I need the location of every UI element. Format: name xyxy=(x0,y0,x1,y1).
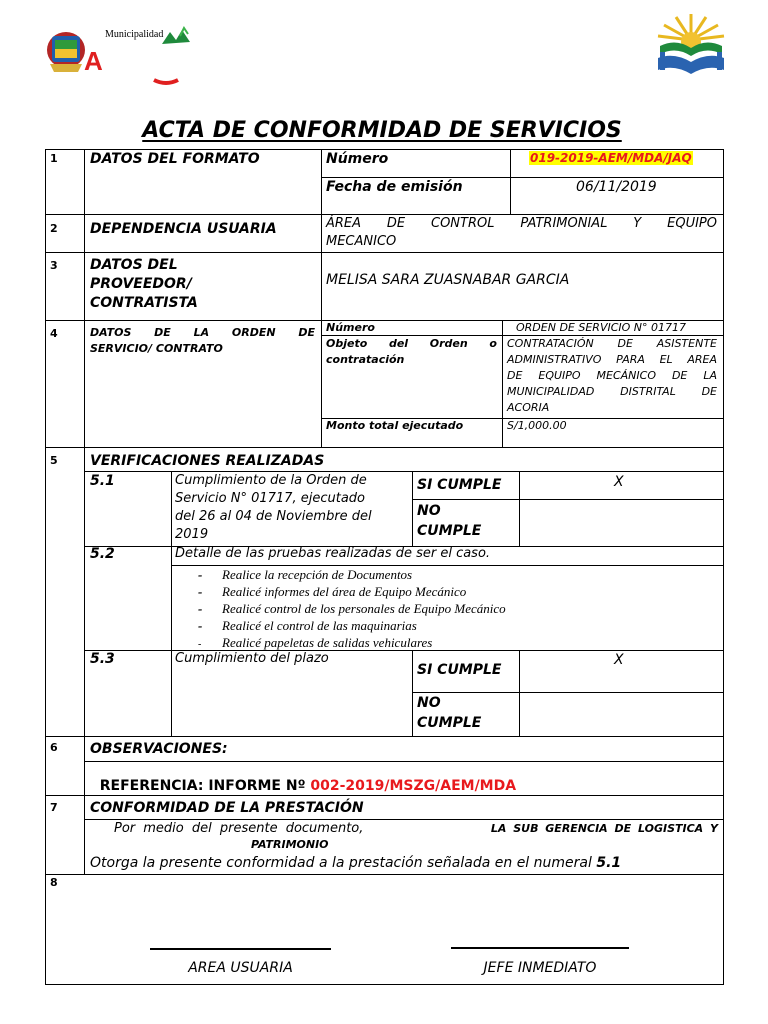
dependencia-value-line1: ÁREA DE CONTROL PATRIMONIAL Y EQUIPO xyxy=(326,216,717,231)
item-5-1-text-line: del 26 al 04 de Noviembre del xyxy=(175,509,372,524)
numero-value: 019-2019-AEM/MDA/JAQ xyxy=(530,151,692,165)
referencia-label: REFERENCIA: INFORME Nº xyxy=(99,778,311,794)
objeto-label-line1: Objeto del Orden o xyxy=(326,337,497,350)
conformidad-text-line3: Otorga la presente conformidad a la prestación señalada en el numeral 5.1 xyxy=(90,855,622,871)
objeto-label-line2: contratación xyxy=(326,353,405,366)
no-cumple-label-line1: NO xyxy=(417,695,441,711)
section-number-3: 3 xyxy=(50,259,58,272)
section-number-8: 8 xyxy=(50,876,58,889)
item-5-2-text: Detalle de las pruebas realizadas de ser el caso. xyxy=(175,546,491,561)
observaciones-label: OBSERVACIONES: xyxy=(90,741,228,757)
item-5-3-number: 5.3 xyxy=(90,651,115,667)
fecha-label: Fecha de emisión xyxy=(326,179,463,195)
section-label-dependencia: DEPENDENCIA USUARIA xyxy=(90,221,277,237)
list-item: - Realicé control de los personales de Equipo Mecánico xyxy=(198,601,506,616)
monto-value: S/1,000.00 xyxy=(507,419,567,432)
objeto-value-line: ADMINISTRATIVO PARA EL AREA xyxy=(507,353,717,366)
section-number-6: 6 xyxy=(50,741,58,754)
monto-label: Monto total ejecutado xyxy=(326,419,464,432)
list-item: - Realice la recepción de Documentos xyxy=(198,567,413,582)
item-5-1-number: 5.1 xyxy=(90,473,115,489)
conformidad-text-line2: PATRIMONIO xyxy=(251,838,329,851)
fecha-value: 06/11/2019 xyxy=(576,179,657,195)
numero-label: Número xyxy=(326,151,389,167)
list-item: - Realicé papeletas de salidas vehiculares xyxy=(198,635,433,650)
conformidad-label: CONFORMIDAD DE LA PRESTACIÓN xyxy=(90,800,364,816)
item-5-1-text-line: Servicio N° 01717, ejecutado xyxy=(175,491,365,506)
proveedor-value: MELISA SARA ZUASNABAR GARCIA xyxy=(326,272,570,288)
no-cumple-label-line2: CUMPLE xyxy=(417,715,482,731)
si-cumple-label: SI CUMPLE xyxy=(417,477,502,493)
section-number-4: 4 xyxy=(50,327,58,340)
list-item: - Realicé el control de las maquinarias xyxy=(198,618,417,633)
proveedor-label-line3: CONTRATISTA xyxy=(90,295,198,311)
item-5-3-text: Cumplimiento del plazo xyxy=(175,651,329,666)
list-item: - Realicé informes del área de Equipo Mecánico xyxy=(198,584,467,599)
orden-label-line2: SERVICIO/ CONTRATO xyxy=(90,342,223,355)
si-cumple-label: SI CUMPLE xyxy=(417,662,502,678)
si-cumple-mark: X xyxy=(614,474,624,490)
signature-label-jefe-inmediato: JEFE INMEDIATO xyxy=(483,960,597,976)
orden-label-line1: DATOS DE LA ORDEN DE xyxy=(90,326,315,339)
section-number-5: 5 xyxy=(50,454,58,467)
signature-label-area-usuaria: AREA USUARIA xyxy=(188,960,293,976)
bullet-list xyxy=(198,566,506,653)
svg-text:A: A xyxy=(84,46,103,76)
signature-line-left xyxy=(150,948,331,950)
signature-line-right xyxy=(451,947,629,949)
orden-numero-label: Número xyxy=(326,321,375,334)
objeto-value-line: ACORIA xyxy=(507,401,550,414)
proveedor-label-line2: PROVEEDOR/ xyxy=(90,276,192,292)
item-5-2-number: 5.2 xyxy=(90,546,115,562)
section-number-1: 1 xyxy=(50,152,58,165)
section-number-2: 2 xyxy=(50,222,58,235)
si-cumple-mark: X xyxy=(614,652,624,668)
municipal-logo-text: Municipalidad xyxy=(105,29,164,40)
no-cumple-label-line1: NO xyxy=(417,503,441,519)
objeto-value-line: DE EQUIPO MECÁNICO DE LA xyxy=(507,369,717,382)
proveedor-label-line1: DATOS DEL xyxy=(90,257,178,273)
referencia-value: 002-2019/MSZG/AEM/MDA xyxy=(310,778,517,794)
item-5-1-text-line: 2019 xyxy=(175,527,209,542)
objeto-value-line: MUNICIPALIDAD DISTRITAL DE xyxy=(507,385,717,398)
item-5-1-text-line: Cumplimiento de la Orden de xyxy=(175,473,367,488)
page-title: ACTA DE CONFORMIDAD DE SERVICIOS xyxy=(142,118,622,143)
objeto-value-line: CONTRATACIÓN DE ASISTENTE xyxy=(507,337,717,350)
section-number-7: 7 xyxy=(50,801,58,814)
orden-numero-value: ORDEN DE SERVICIO N° 01717 xyxy=(516,321,687,334)
no-cumple-label-line2: CUMPLE xyxy=(417,523,482,539)
section-label-datos-formato: DATOS DEL FORMATO xyxy=(90,151,260,167)
verificaciones-label: VERIFICACIONES REALIZADAS xyxy=(90,453,325,469)
sun-book-logo xyxy=(652,12,730,76)
conformidad-text-line1: Por medio del presente documento, LA SUB GERENCIA DE LOGISTICA Y xyxy=(114,821,718,836)
dependencia-value-line2: MECANICO xyxy=(326,234,397,249)
referencia-line xyxy=(90,762,516,794)
